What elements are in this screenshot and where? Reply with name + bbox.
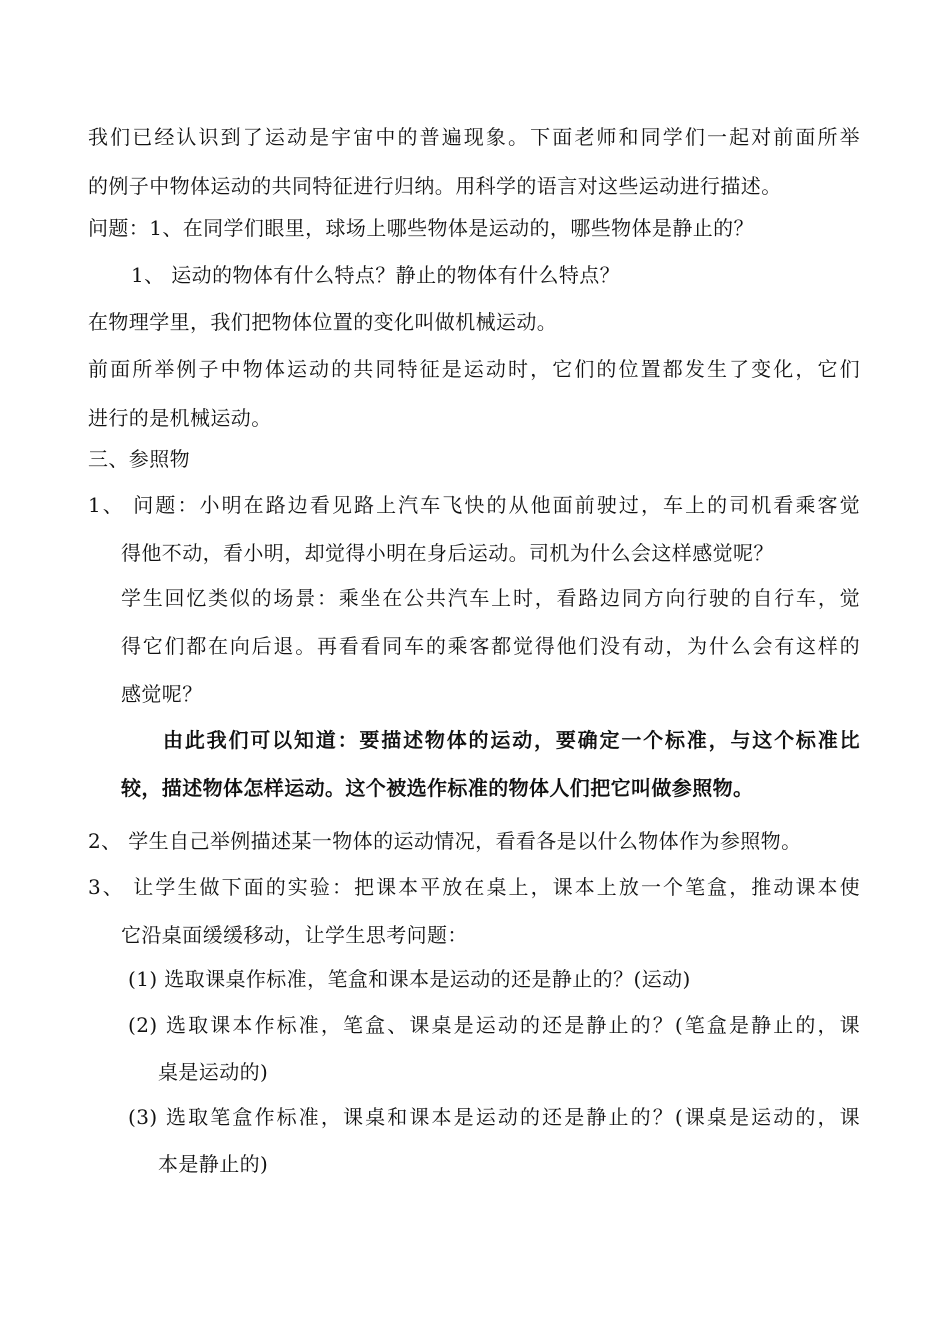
list-item-line: 得他不动，看小明，却觉得小明在身后运动。司机为什么会这样感觉呢？ [121, 541, 774, 565]
list-item-line: 2、 学生自己举例描述某一物体的运动情况，看看各是以什么物体作为参照物。 [88, 829, 802, 853]
paragraph-line: 进行的是机械运动。 [88, 406, 272, 430]
paragraph-line: 感觉呢？ [121, 682, 203, 706]
sub-question-line: (2) 选取课本作标准，笔盒、课桌是运动的还是静止的？(笔盒是静止的，课 [128, 1013, 860, 1037]
paragraph-line: 的例子中物体运动的共同特征进行归纳。用科学的语言对这些运动进行描述。 [88, 174, 782, 198]
definition-line: 在物理学里，我们把物体位置的变化叫做机械运动。 [88, 310, 558, 334]
paragraph-line: 我们已经认识到了运动是宇宙中的普遍现象。下面老师和同学们一起对前面所举 [88, 125, 860, 149]
bold-conclusion-line: 由此我们可以知道：要描述物体的运动，要确定一个标准，与这个标准比 [163, 728, 860, 752]
list-item-line: 它沿桌面缓缓移动，让学生思考问题： [121, 923, 468, 947]
section-heading: 三、参照物 [88, 447, 190, 471]
paragraph-line: 学生回忆类似的场景：乘坐在公共汽车上时，看路边同方向行驶的自行车，觉 [121, 586, 860, 610]
sub-question-line: (3) 选取笔盒作标准，课桌和课本是运动的还是静止的？(课桌是运动的，课 [128, 1105, 860, 1129]
question-line: 问题：1、在同学们眼里，球场上哪些物体是运动的，哪些物体是静止的？ [88, 216, 754, 240]
question-line: 1、 运动的物体有什么特点？静止的物体有什么特点？ [131, 263, 621, 287]
sub-question-line: 本是静止的) [158, 1152, 269, 1176]
sub-question-line: 桌是运动的) [158, 1060, 269, 1084]
bold-conclusion-line: 较，描述物体怎样运动。这个被选作标准的物体人们把它叫做参照物。 [121, 776, 754, 800]
list-item-line: 3、 让学生做下面的实验：把课本平放在桌上，课本上放一个笔盒，推动课本使 [88, 875, 860, 899]
paragraph-line: 前面所举例子中物体运动的共同特征是运动时，它们的位置都发生了变化，它们 [88, 357, 860, 381]
list-item-line: 1、 问题：小明在路边看见路上汽车飞快的从他面前驶过，车上的司机看乘客觉 [88, 493, 860, 517]
paragraph-line: 得它们都在向后退。再看看同车的乘客都觉得他们没有动，为什么会有这样的 [121, 634, 860, 658]
sub-question-line: (1) 选取课桌作标准，笔盒和课本是运动的还是静止的？(运动) [128, 967, 691, 991]
